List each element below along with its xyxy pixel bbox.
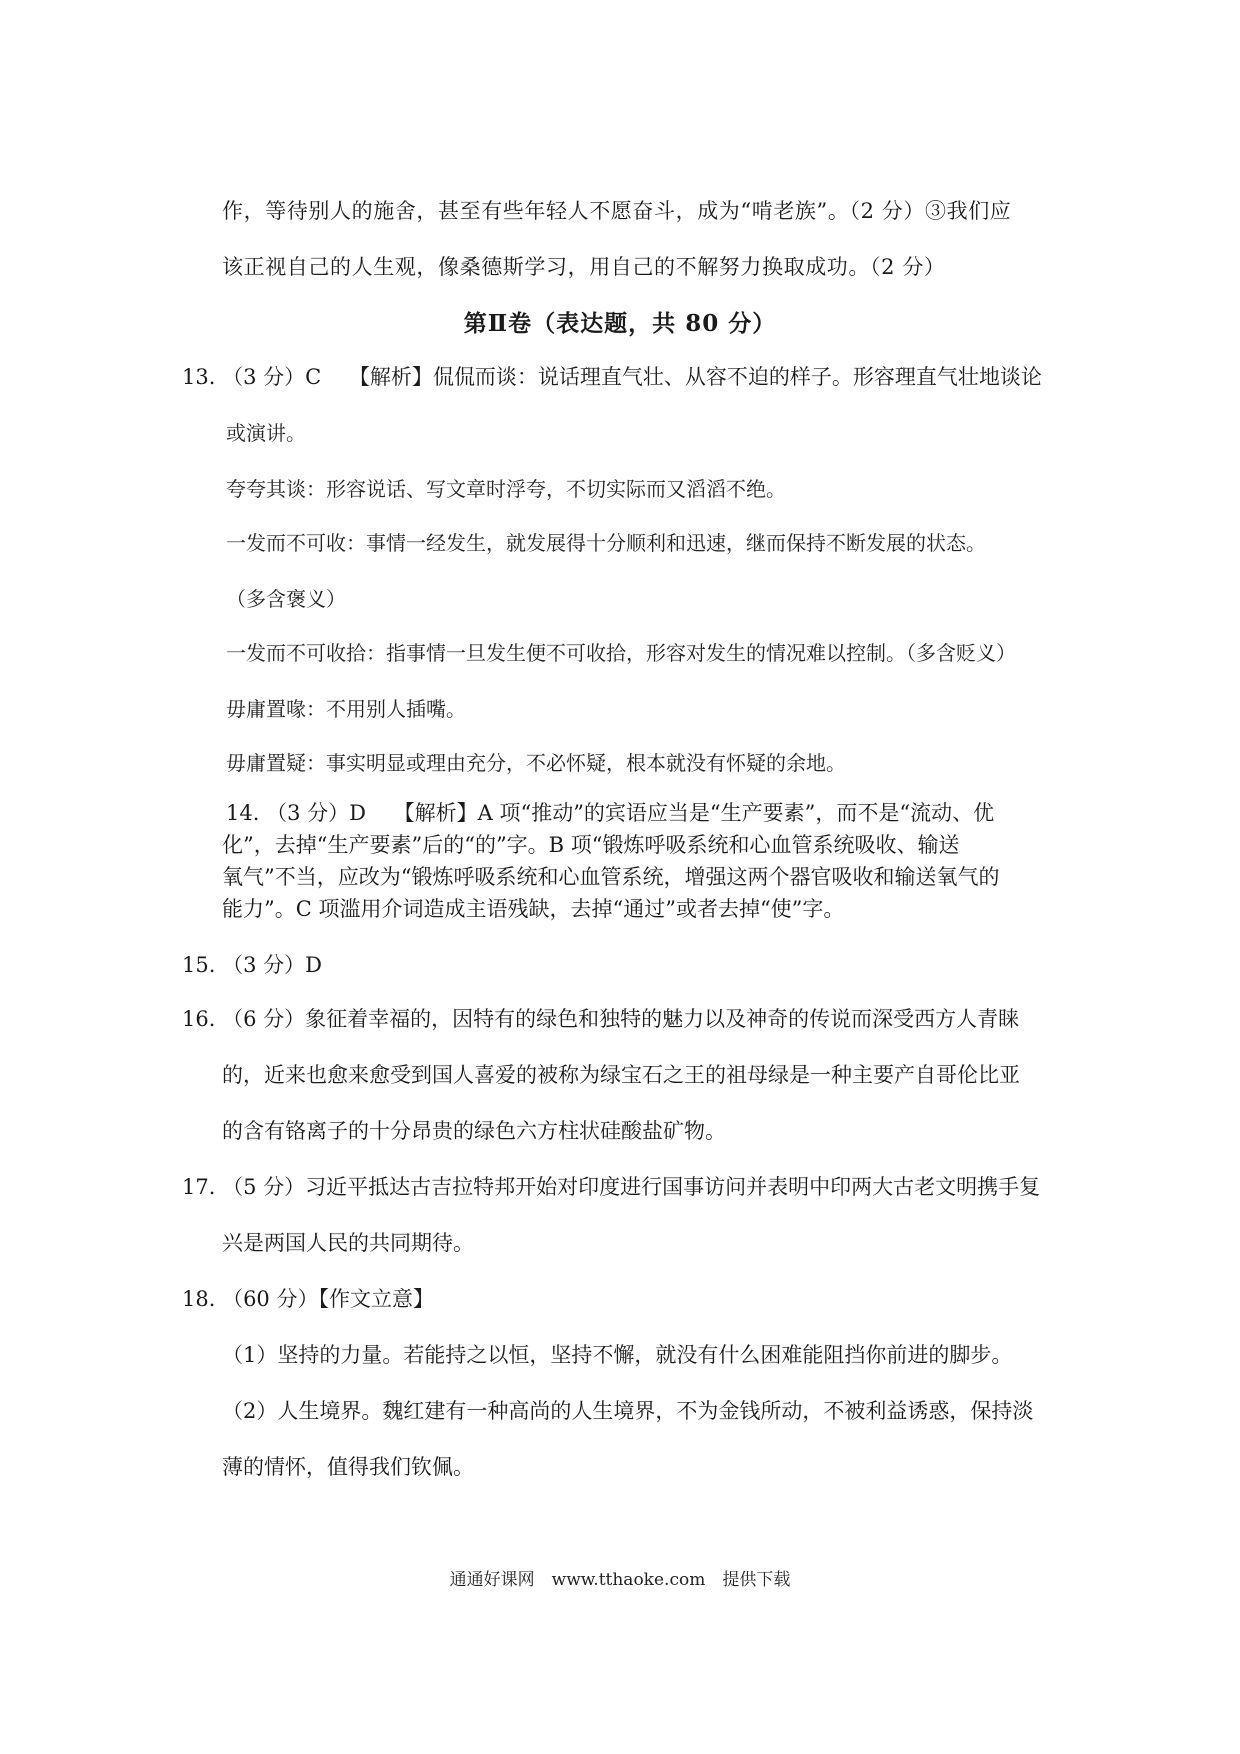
q18-line-1: 18. （60 分）【作文立意】 bbox=[182, 1287, 434, 1311]
q13-line-4: 一发而不可收：事情一经发生，就发展得十分顺利和迅速，继而保持不断发展的状态。 bbox=[226, 531, 986, 555]
q13-line-8: 毋庸置疑：事实明显或理由充分，不必怀疑，根本就没有怀疑的余地。 bbox=[226, 751, 846, 775]
intro-line-2: 该正视自己的人生观，像桑德斯学习，用自己的不解努力换取成功。（2 分） bbox=[222, 255, 946, 279]
q13-line-2: 或演讲。 bbox=[226, 421, 306, 445]
q13-line-5: （多含褒义） bbox=[226, 587, 346, 611]
q13-line-7: 毋庸置喙：不用别人插嘴。 bbox=[226, 697, 466, 721]
q17-line-1: 17. （5 分）习近平抵达古吉拉特邦开始对印度进行国事访问并表明中印两大古老文明携手复 bbox=[182, 1175, 1041, 1199]
q18-line-2: （1）坚持的力量。若能持之以恒，坚持不懈，就没有什么困难能阻挡你前进的脚步。 bbox=[222, 1343, 1013, 1367]
q16-line-3: 的含有铬离子的十分昂贵的绿色六方柱状硅酸盐矿物。 bbox=[222, 1119, 726, 1143]
intro-line-1: 作，等待别人的施舍，甚至有些年轻人不愿奋斗，成为“啃老族”。（2 分）③我们应 bbox=[222, 199, 1012, 223]
q13-line-6: 一发而不可收拾：指事情一旦发生便不可收拾，形容对发生的情况难以控制。（多含贬义） bbox=[226, 641, 1016, 665]
section-heading: 第Ⅱ卷（表达题，共 80 分） bbox=[463, 310, 777, 337]
q14-line-2: 化”，去掉“生产要素”后的“的”字。B 项“锻炼呼吸系统和心血管系统吸收、输送 bbox=[222, 833, 960, 857]
q16-line-2: 的，近来也愈来愈受到国人喜爱的被称为绿宝石之王的祖母绿是一种主要产自哥伦比亚 bbox=[222, 1063, 1020, 1087]
q18-line-3: （2）人生境界。魏红建有一种高尚的人生境界，不为金钱所动，不被利益诱惑，保持淡 bbox=[222, 1399, 1034, 1423]
q13-line-1: 13. （3 分）C 【解析】侃侃而谈：说话理直气壮、从容不迫的样子。形容理直气壮地谈论 bbox=[182, 365, 1042, 389]
q14-line-1: 14. （3 分）D 【解析】A 项“推动”的宾语应当是“生产要素”，而不是“流动、优 bbox=[226, 801, 995, 825]
q17-line-2: 兴是两国人民的共同期待。 bbox=[222, 1231, 474, 1255]
footer-credit: 通通好课网 www.tthaoke.com 提供下载 bbox=[449, 1570, 791, 1590]
q15-line-1: 15. （3 分）D bbox=[182, 953, 322, 977]
q18-line-4: 薄的情怀，值得我们钦佩。 bbox=[222, 1455, 474, 1479]
q14-line-4: 能力”。C 项滥用介词造成主语残缺，去掉“通过”或者去掉“使”字。 bbox=[222, 897, 845, 921]
q13-line-3: 夸夸其谈：形容说话、写文章时浮夸，不切实际而又滔滔不绝。 bbox=[226, 477, 786, 501]
q16-line-1: 16. （6 分）象征着幸福的，因特有的绿色和独特的魅力以及神奇的传说而深受西方人青睐 bbox=[182, 1007, 1020, 1031]
q14-line-3: 氧气”不当，应改为“锻炼呼吸系统和心血管系统，增强这两个器官吸收和输送氧气的 bbox=[222, 865, 1000, 889]
